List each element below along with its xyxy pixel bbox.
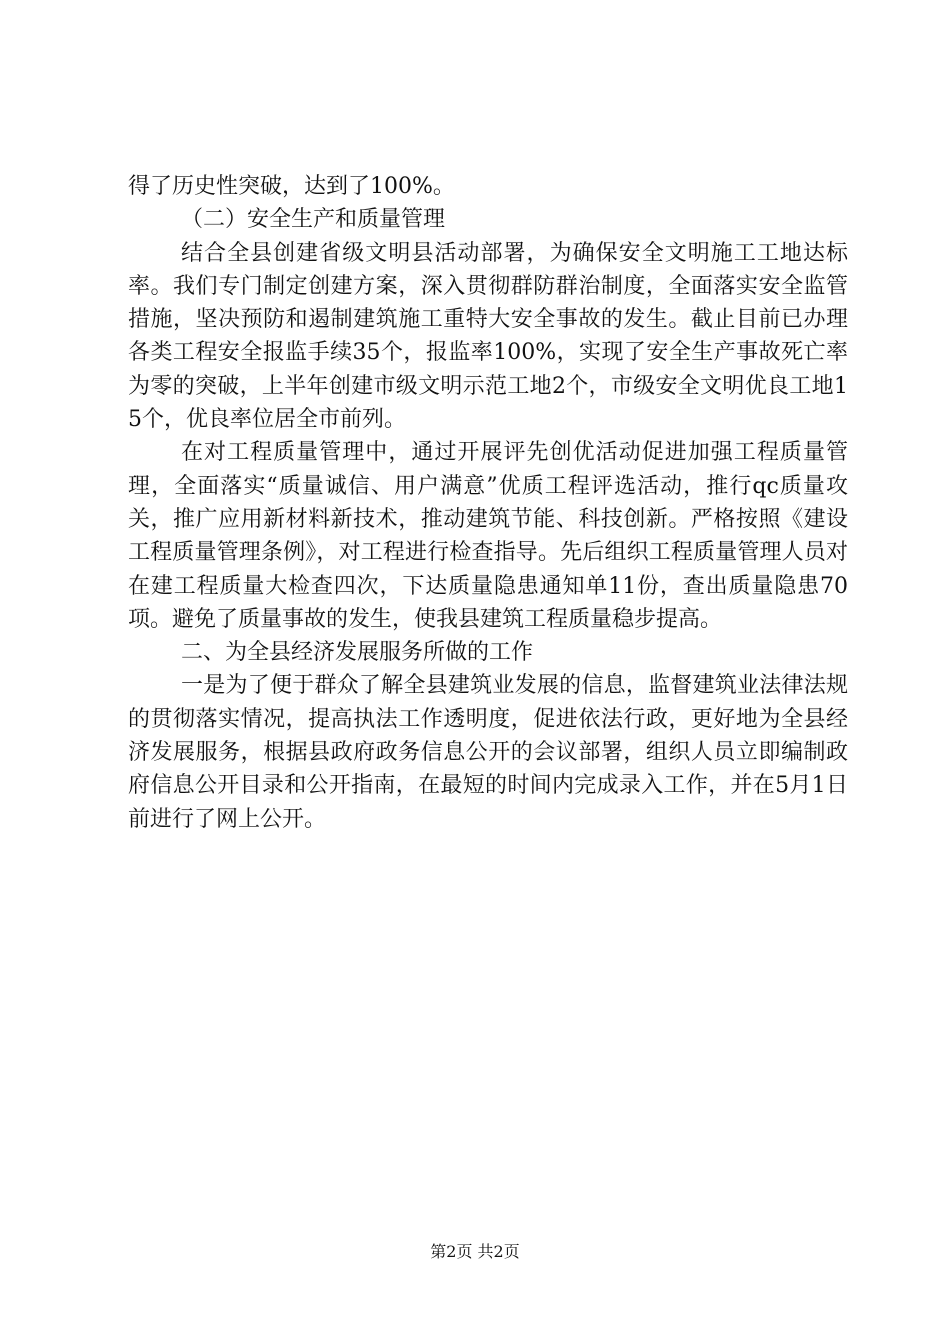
paragraph-continuation: 得了历史性突破，达到了100%。	[128, 174, 455, 199]
paragraph-quality-management: 在对工程质量管理中，通过开展评先创优活动促进加强工程质量管理，全面落实“质量诚信、用户满意”优质工程评选活动，推行qc质量攻关，推广应用新材料新技术，推动建筑节能、科技创新。严格按照《建设工程质量管理条例》，对工程进行检查指导。先后组织工程质量管理人员对在建工程质量大检查四次，下达质量隐患通知单11份，查出质量隐患70项。避免了质量事故的发生，使我县建筑工程质量稳步提高。	[128, 440, 848, 632]
section-heading-safety-quality: （二）安全生产和质量管理	[181, 207, 446, 233]
page-footer: 第2页 共2页	[430, 1242, 520, 1261]
document-body	[128, 170, 848, 836]
paragraph-info-disclosure: 一是为了便于群众了解全县建筑业发展的信息，监督建筑业法律法规的贯彻落实情况，提高执法工作透明度，促进依法行政，更好地为全县经济发展服务，根据县政府政务信息公开的会议部署，组织人员立即编制政府信息公开目录和公开指南，在最短的时间内完成录入工作，并在5月1日前进行了网上公开。	[128, 673, 848, 832]
section-heading-economic-service: 二、为全县经济发展服务所做的工作	[181, 640, 534, 666]
paragraph-safety-production: 结合全县创建省级文明县活动部署，为确保安全文明施工工地达标率。我们专门制定创建方案，深入贯彻群防群治制度，全面落实安全监管措施，坚决预防和遏制建筑施工重特大安全事故的发生。截止目前已办理各类工程安全报监手续35个，报监率100%，实现了安全生产事故死亡率为零的突破，上半年创建市级文明示范工地2个，市级安全文明优良工地15个，优良率位居全市前列。	[128, 240, 848, 433]
